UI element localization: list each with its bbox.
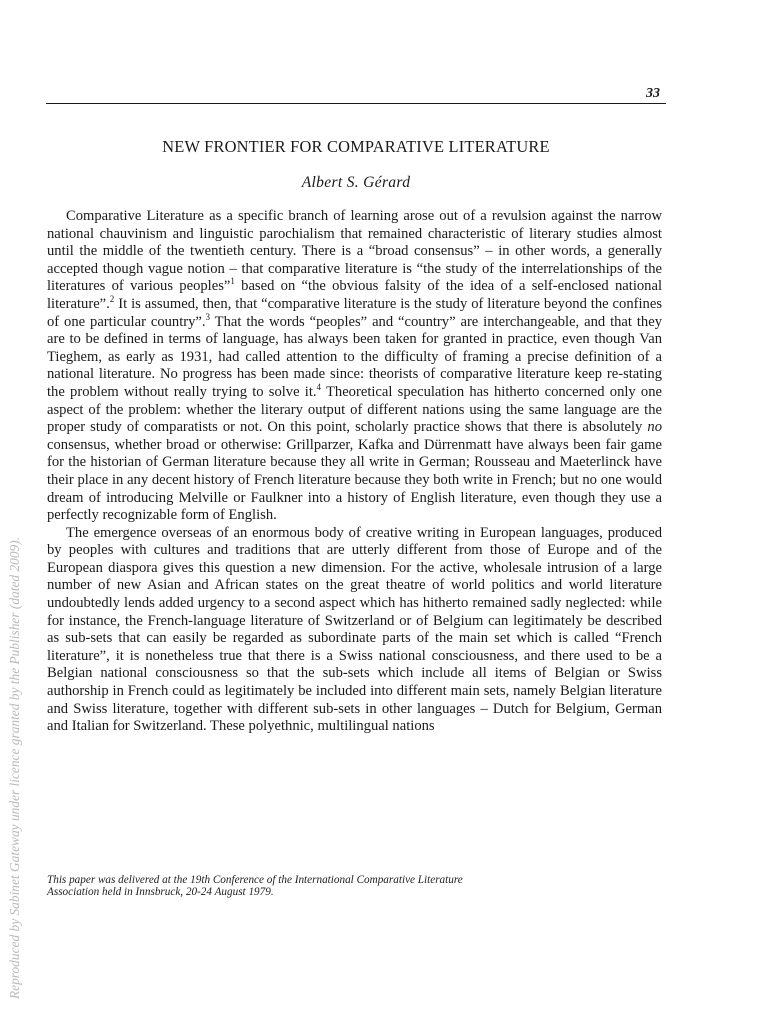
article-title: NEW FRONTIER FOR COMPARATIVE LITERATURE (162, 137, 550, 156)
footnote-ref: 2 (109, 294, 115, 305)
paragraph-text: Comparative Literature as a specific branch of learning arose out of a revulsion against the narrow national chauvinism and linguistic parochialism that remained characteristic of literary studies almost until the middle of the twentieth century. There is a “broad consensus” – in other words, a generally accepted though vague notion – that comparative literature is “the study of the interrelationships of the literatures of various peoples” (47, 208, 662, 295)
article-body (47, 208, 662, 736)
paragraph-text: That the words “peoples” and “country” are interchangeable, and that they are to be defined in terms of language, has always been taken for granted in practice, even though Van Tieghem, as early as 1931, had called attention to the difficulty of framing a precise definition of a national literature. No progress has been made since: theorists of comparative literature keep re-stating the problem without really trying to solve it. (47, 313, 662, 400)
paragraph-text: consensus, whether broad or otherwise: Grillparzer, Kafka and Dürrenmatt have always been fair game for the historian of German literature because they all write in German; Rousseau and Maeterlinck have their place in any decent history of French literature because they both write in French; but no one would dream of introducing Melville or Faulkner into a history of English literature, even though they use a perfectly recognizable form of English. (47, 436, 662, 524)
emphasis: no (647, 419, 662, 436)
header-rule (46, 103, 666, 104)
footnote (47, 874, 662, 898)
paragraph-text: Theoretical speculation has hitherto concerned only one aspect of the problem: whether the literary output of different nations using the same language are the proper study of comparatists or not. On this point, scholarly practice shows that there is absolutely (47, 383, 662, 436)
paragraph-1 (47, 208, 662, 525)
article-author: Albert S. Gérard (301, 174, 411, 191)
paragraph-2: The emergence overseas of an enormous body of creative writing in European languages, produced by peoples with cultures and traditions that are utterly different from those of Europe and of the European diaspora gives this question a new dimension. For the active, wholesale intrusion of a large number of new Asian and African states on the great theatre of world politics and world literature undoubtedly lends added urgency to a second aspect which has hitherto remained sadly neglected: while for instance, the French-language literature of Switzerland or of Belgium can legitimately be described as sub-sets that can easily be regarded as subordinate parts of the main set which is called “French literature”, it is nonetheless true that there is a Swiss national consciousness, and there used to be a Belgian national consciousness so that the sub-sets which include all items of Belgian or Swiss authorship in French could as legitimately be included into different main sets, namely Belgian literature and Swiss literature, together with different sub-sets in other languages – Dutch for Belgium, German and Italian for Switzerland. These polyethnic, multilingual nations (47, 524, 662, 735)
watermark-text: Reproduced by Sabinet Gateway under licence granted by the Publisher (dated 2009). (7, 536, 22, 1000)
footnote-line-1: This paper was delivered at the 19th Conference of the International Comparative Literature (47, 874, 463, 886)
footnote-ref: 1 (230, 276, 235, 287)
page-number: 33 (646, 86, 660, 101)
paragraph-text: It is assumed, then, that “comparative literature is the study of literature beyond the confines of one particular country”. (47, 295, 662, 330)
footnote-ref: 4 (316, 382, 322, 393)
footnote-line-2: Association held in Innsbruck, 20-24 August 1979. (47, 886, 274, 898)
footnote-ref: 3 (205, 311, 211, 322)
paragraph-text: based on “the obvious falsity of the idea of a self-enclosed national literature”. (47, 278, 663, 312)
